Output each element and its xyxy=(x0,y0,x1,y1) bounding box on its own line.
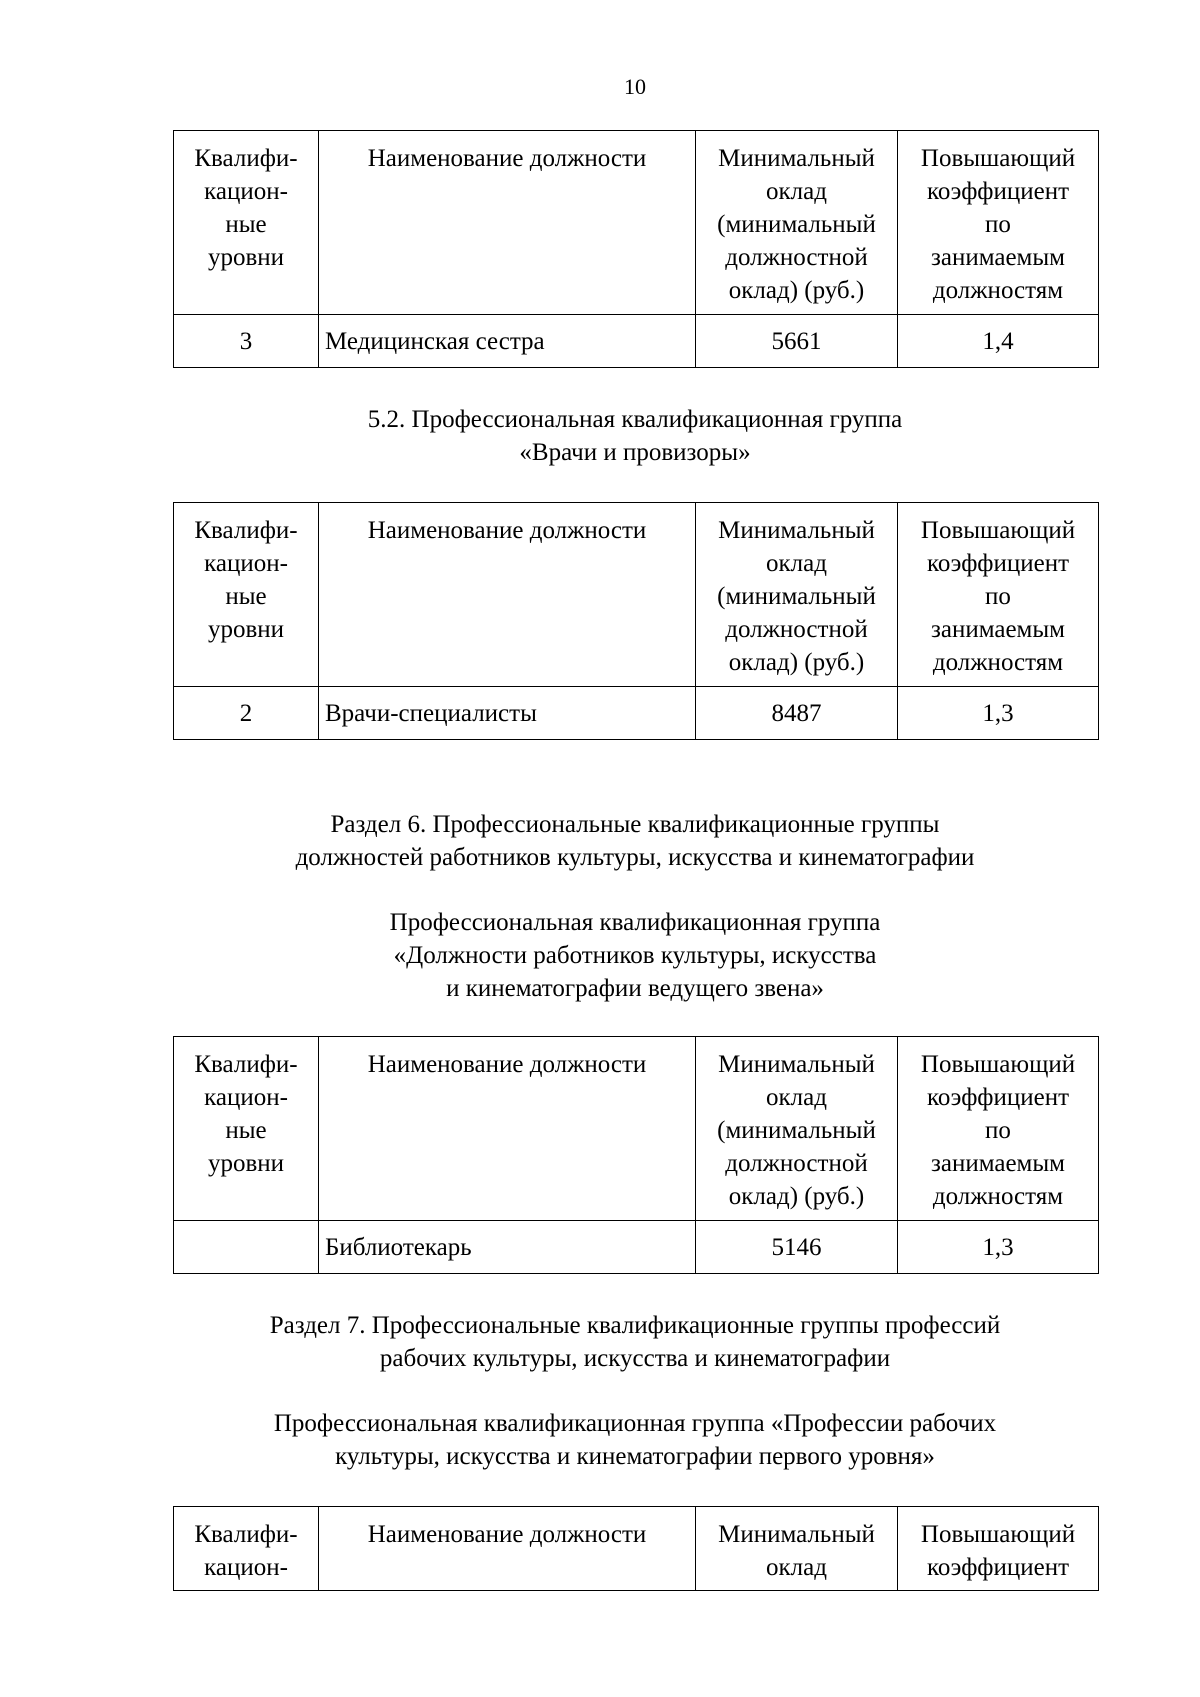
table-workers-partial xyxy=(173,1506,1099,1591)
header-level: Квалифи- кацион- ные уровни xyxy=(174,1037,319,1221)
cell-name: Библиотекарь xyxy=(319,1221,696,1274)
table-row xyxy=(174,687,1099,740)
header-name: Наименование должности xyxy=(319,1037,696,1221)
header-salary: Минимальный оклад xyxy=(696,1507,898,1591)
cell-level xyxy=(174,1221,319,1274)
header-coef: Повышающий коэффициент xyxy=(898,1507,1099,1591)
cell-level: 2 xyxy=(174,687,319,740)
page-number: 10 xyxy=(624,74,646,99)
cell-salary: 5146 xyxy=(696,1221,898,1274)
header-salary: Минимальный оклад (минимальный должностной оклад) (руб.) xyxy=(696,1037,898,1221)
header-level: Квалифи- кацион- ные уровни xyxy=(174,503,319,687)
table-header-row xyxy=(174,131,1099,315)
table-header-row xyxy=(174,503,1099,687)
cell-name: Медицинская сестра xyxy=(319,315,696,368)
table-header-row xyxy=(174,1507,1099,1591)
header-level: Квалифи- кацион- ные уровни xyxy=(174,131,319,315)
cell-salary: 8487 xyxy=(696,687,898,740)
header-coef: Повышающий коэффициент по занимаемым должностям xyxy=(898,1037,1099,1221)
cell-level: 3 xyxy=(174,315,319,368)
cell-name: Врачи-специалисты xyxy=(319,687,696,740)
header-name: Наименование должности xyxy=(319,131,696,315)
table-doctors xyxy=(173,502,1099,740)
section-5-2-heading: 5.2. Профессиональная квалификационная группа «Врачи и провизоры» xyxy=(367,406,903,466)
group-7-heading: Профессиональная квалификационная группа «Профессии рабочих культуры, искусства и кинематографии первого уровня» xyxy=(273,1410,997,1470)
table-header-row xyxy=(174,1037,1099,1221)
header-coef: Повышающий коэффициент по занимаемым должностям xyxy=(898,503,1099,687)
table-librarian xyxy=(173,1036,1099,1274)
cell-coef: 1,4 xyxy=(898,315,1099,368)
table-row xyxy=(174,315,1099,368)
header-level: Квалифи- кацион- xyxy=(174,1507,319,1591)
section-7-heading: Раздел 7. Профессиональные квалификационные группы профессий рабочих культуры, искусства и кинематографии xyxy=(269,1312,1001,1372)
cell-salary: 5661 xyxy=(696,315,898,368)
table-nurse xyxy=(173,130,1099,368)
header-salary: Минимальный оклад (минимальный должностной оклад) (руб.) xyxy=(696,503,898,687)
cell-coef: 1,3 xyxy=(898,687,1099,740)
group-6-heading: Профессиональная квалификационная группа «Должности работников культуры, искусства и кинематографии ведущего звена» xyxy=(389,909,881,1002)
header-coef: Повышающий коэффициент по занимаемым должностям xyxy=(898,131,1099,315)
header-salary: Минимальный оклад (минимальный должностной оклад) (руб.) xyxy=(696,131,898,315)
cell-coef: 1,3 xyxy=(898,1221,1099,1274)
table-row xyxy=(174,1221,1099,1274)
header-name: Наименование должности xyxy=(319,503,696,687)
section-6-heading: Раздел 6. Профессиональные квалификационные группы должностей работников культуры, искусства и кинематографии xyxy=(295,811,975,871)
header-name: Наименование должности xyxy=(319,1507,696,1591)
